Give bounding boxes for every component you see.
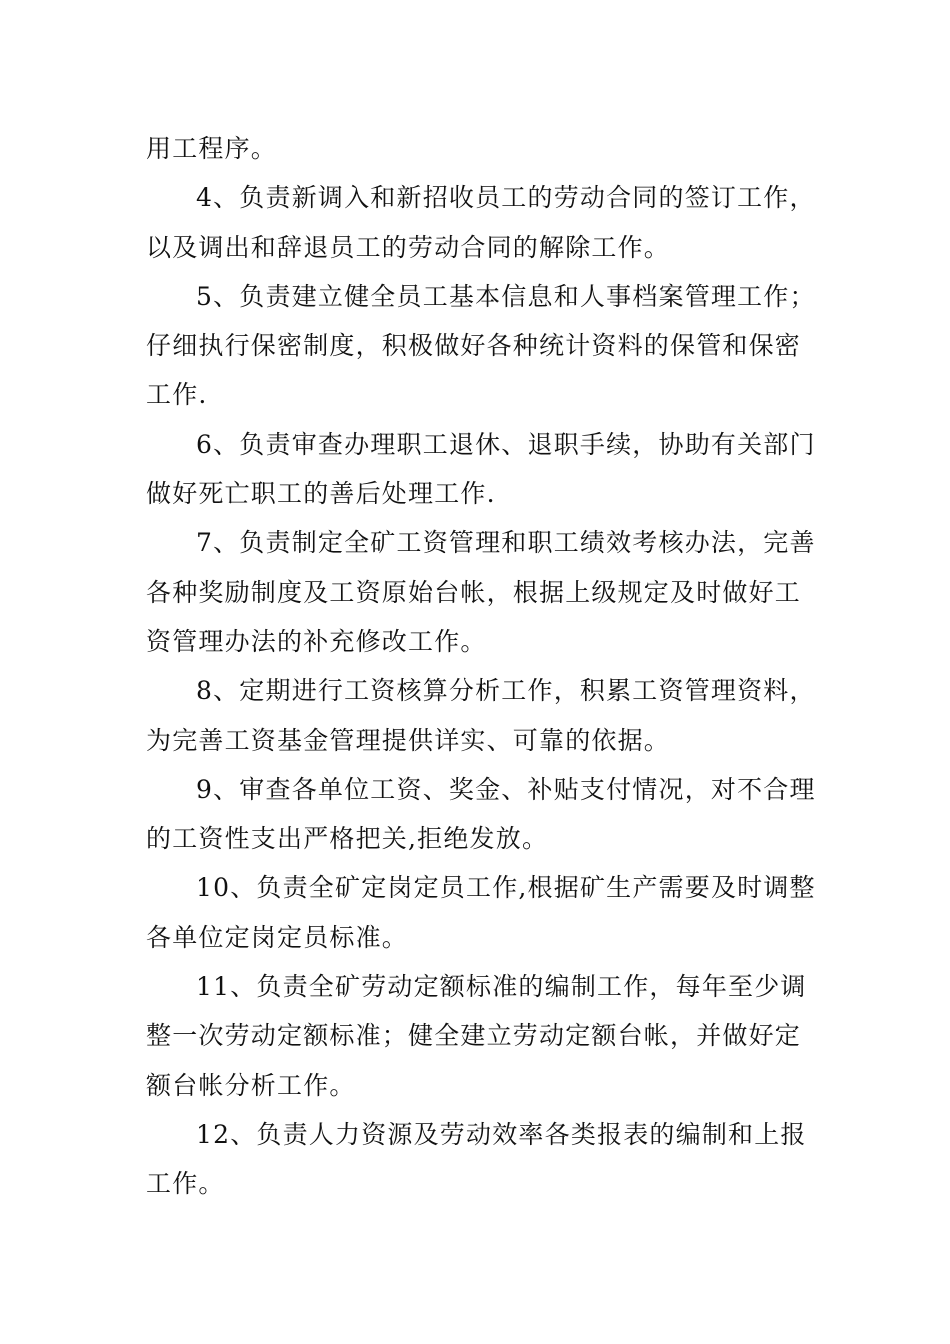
document-body: [146, 124, 816, 1209]
text-line: 7、负责制定全矿工资管理和职工绩效考核办法，完善: [196, 528, 816, 558]
text-line: 工作。: [146, 1169, 225, 1199]
text-line: 整一次劳动定额标准；健全建立劳动定额台帐，并做好定: [146, 1021, 802, 1051]
text-line: 各种奖励制度及工资原始台帐，根据上级规定及时做好工: [146, 577, 802, 607]
text-line: 11、负责全矿劳动定额标准的编制工作，每年至少调: [196, 972, 807, 1002]
text-line: 的工资性支出严格把关,拒绝发放。: [146, 824, 549, 854]
text-line: 10、负责全矿定岗定员工作,根据矿生产需要及时调整: [196, 873, 816, 903]
text-line: 5、负责建立健全员工基本信息和人事档案管理工作；: [196, 281, 816, 311]
text-line: 12、负责人力资源及劳动效率各类报表的编制和上报: [196, 1119, 807, 1149]
text-line: 仔细执行保密制度，积极做好各种统计资料的保管和保密: [146, 331, 802, 361]
text-line: 做好死亡职工的善后处理工作.: [146, 479, 496, 509]
text-line: 4、负责新调入和新招收员工的劳动合同的签订工作，: [196, 183, 816, 213]
text-line: 各单位定岗定员标准。: [146, 922, 409, 952]
text-line: 9、审查各单位工资、奖金、补贴支付情况，对不合理: [196, 774, 816, 804]
text-line: 资管理办法的补充修改工作。: [146, 626, 487, 656]
text-line: 为完善工资基金管理提供详实、可靠的依据。: [146, 725, 671, 755]
text-line: 8、定期进行工资核算分析工作，积累工资管理资料，: [196, 676, 816, 706]
text-line: 以及调出和辞退员工的劳动合同的解除工作。: [146, 232, 671, 262]
text-line: 额台帐分析工作。: [146, 1070, 356, 1100]
text-line: 6、负责审查办理职工退休、退职手续，协助有关部门: [196, 429, 816, 459]
text-line: 用工程序。: [146, 134, 278, 163]
text-line: 工作.: [146, 380, 208, 410]
